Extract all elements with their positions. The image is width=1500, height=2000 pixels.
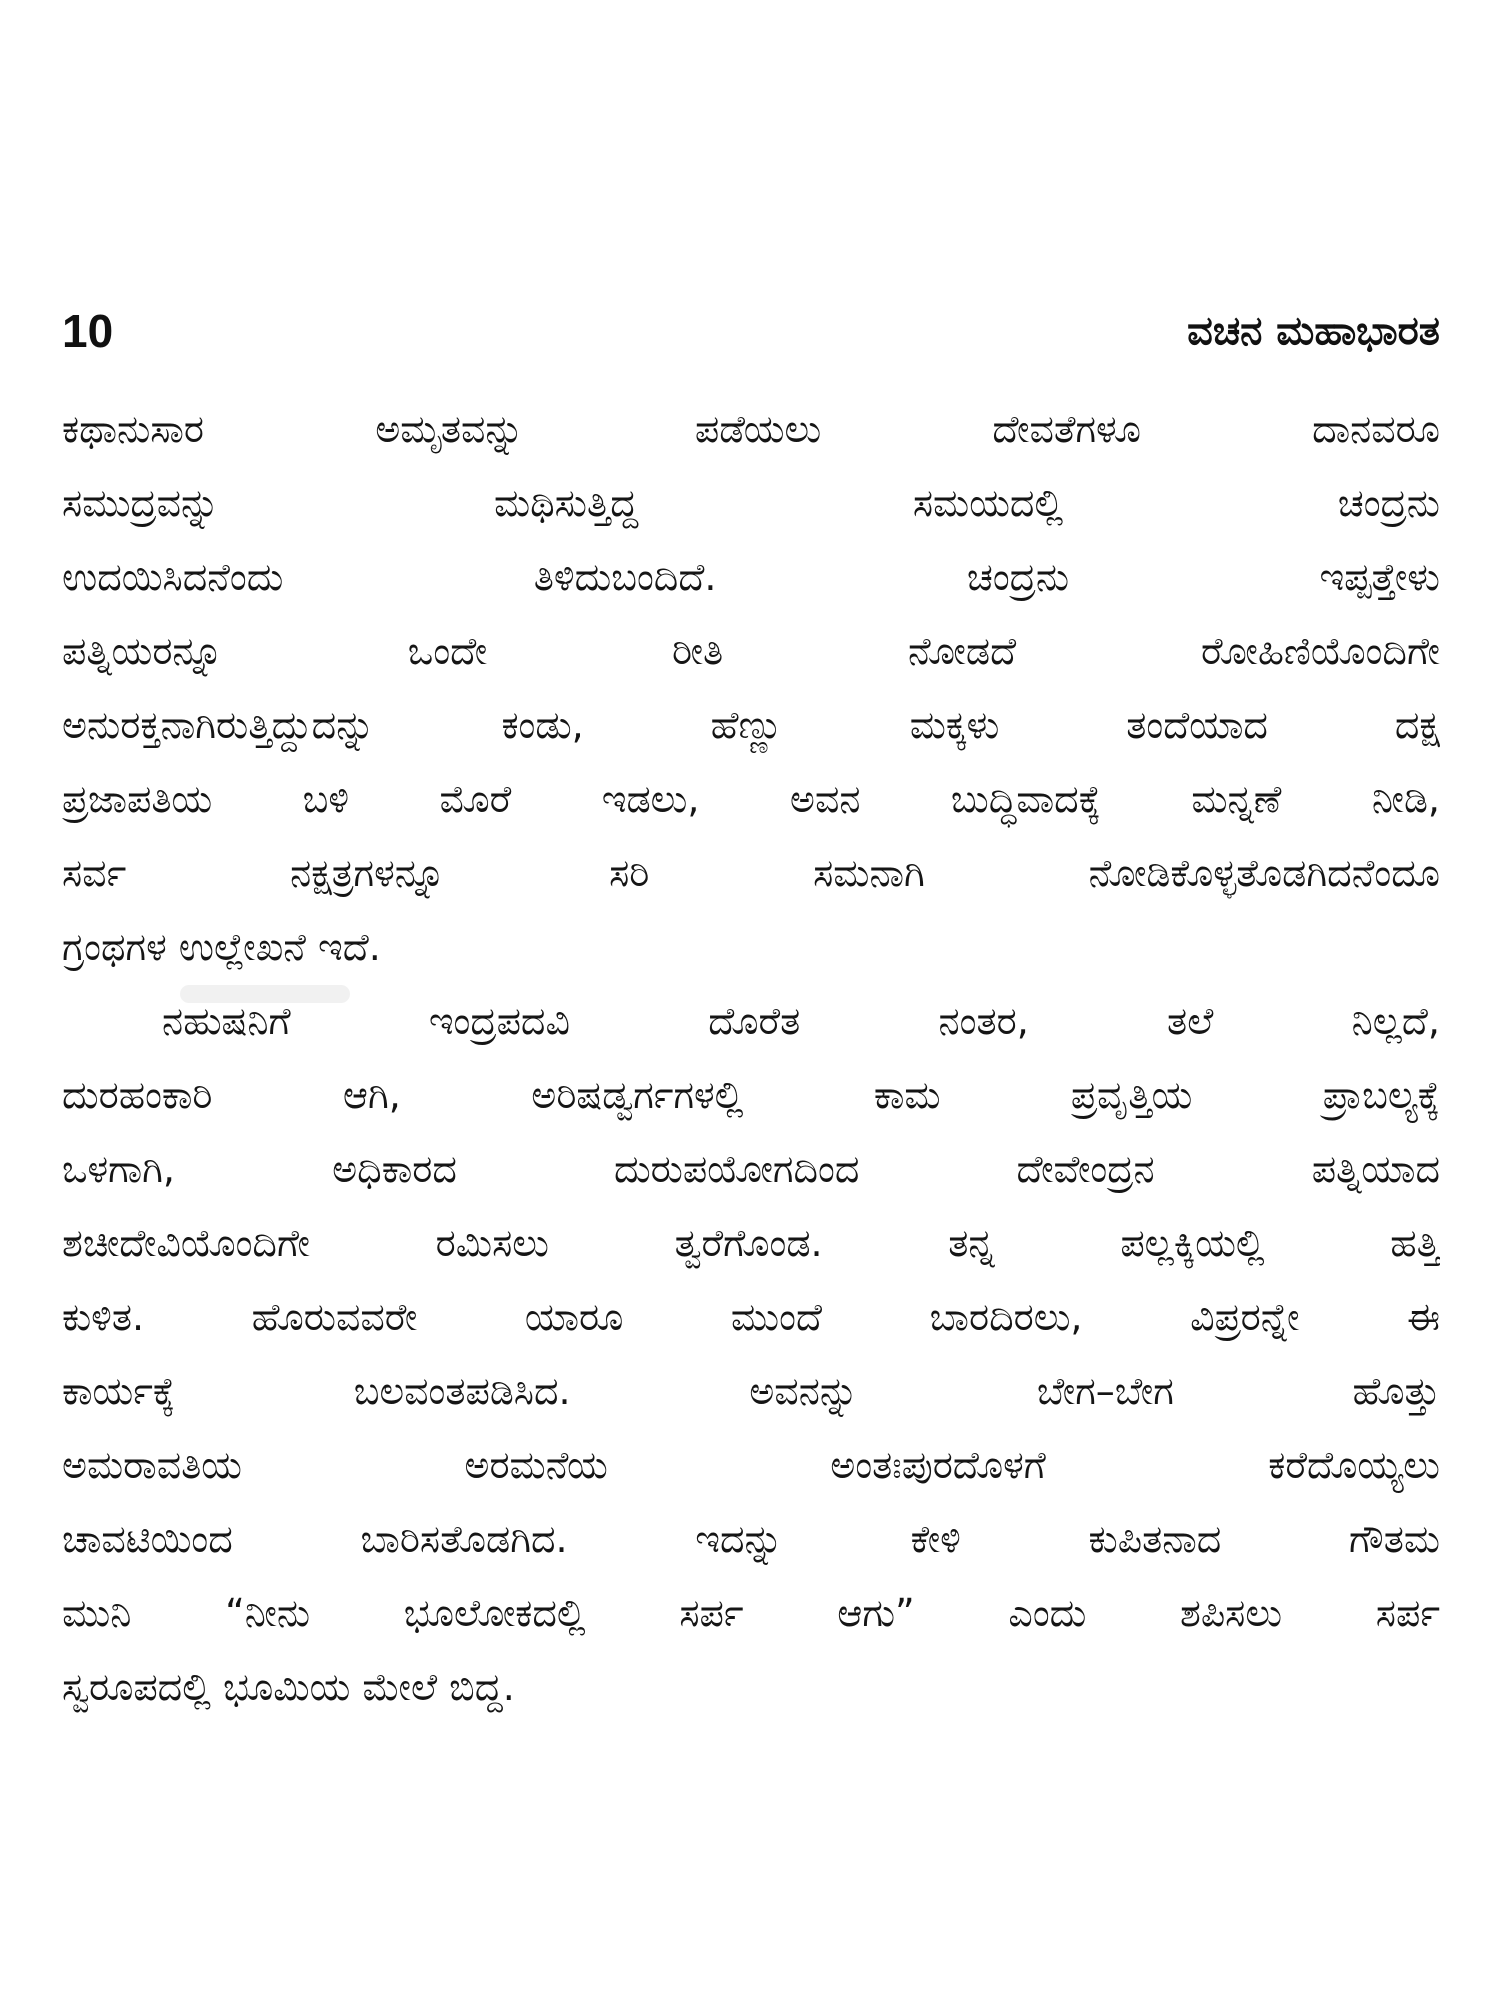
text-line: ನಹುಷನಿಗೆ ಇಂದ್ರಪದವಿ ದೊರೆತ ನಂತರ, ತಲೆ ನಿಲ್ಲದೆ, <box>162 999 1440 1043</box>
body-text <box>62 392 1440 1724</box>
text-line: ಕಾರ್ಯಕ್ಕೆ ಬಲವಂತಪಡಿಸಿದ. ಅವನನ್ನು ಬೇಗ–ಬೇಗ ಹೊತ್ತು <box>62 1369 1440 1413</box>
paragraph-2 <box>62 984 1440 1724</box>
text-line: ಉದಯಿಸಿದನೆಂದು ತಿಳಿದುಬಂದಿದೆ. ಚಂದ್ರನು ಇಪ್ಪತ್ತೇಳು <box>62 555 1440 599</box>
text-line: ಮುನಿ “ನೀನು ಭೂಲೋಕದಲ್ಲಿ ಸರ್ಪ ಆಗು” ಎಂದು ಶಪಿಸಲು ಸರ್ಪ <box>62 1591 1440 1635</box>
page-header <box>62 300 1440 362</box>
text-line: ಪ್ರಜಾಪತಿಯ ಬಳಿ ಮೊರೆ ಇಡಲು, ಅವನ ಬುದ್ಧಿವಾದಕ್ಕೆ ಮನ್ನಣೆ ನೀಡಿ, <box>62 777 1440 821</box>
text-line: ಅನುರಕ್ತನಾಗಿರುತ್ತಿದ್ದುದನ್ನು ಕಂಡು, ಹೆಣ್ಣು ಮಕ್ಕಳು ತಂದೆಯಾದ ದಕ್ಷ <box>62 703 1440 747</box>
text-line: ಸ್ವರೂಪದಲ್ಲಿ ಭೂಮಿಯ ಮೇಲೆ ಬಿದ್ದ. <box>62 1665 515 1709</box>
text-line: ಸಮುದ್ರವನ್ನು ಮಥಿಸುತ್ತಿದ್ದ ಸಮಯದಲ್ಲಿ ಚಂದ್ರನು <box>62 481 1440 525</box>
page-number: 10 <box>62 305 114 357</box>
text-line: ಕುಳಿತ. ಹೊರುವವರೇ ಯಾರೂ ಮುಂದೆ ಬಾರದಿರಲು, ವಿಪ್ರರನ್ನೇ ಈ <box>62 1295 1440 1339</box>
text-line: ಶಚೀದೇವಿಯೊಂದಿಗೇ ರಮಿಸಲು ತ್ವರೆಗೊಂಡ. ತನ್ನ ಪಲ್ಲಕ್ಕಿಯಲ್ಲಿ ಹತ್ತಿ <box>62 1221 1440 1265</box>
paragraph-1 <box>62 392 1440 984</box>
text-line: ಅಮರಾವತಿಯ ಅರಮನೆಯ ಅಂತಃಪುರದೊಳಗೆ ಕರೆದೊಯ್ಯಲು <box>62 1443 1440 1487</box>
text-line: ಚಾವಟಿಯಿಂದ ಬಾರಿಸತೊಡಗಿದ. ಇದನ್ನು ಕೇಳಿ ಕುಪಿತನಾದ ಗೌತಮ <box>62 1517 1440 1561</box>
running-title: ವಚನ ಮಹಾಭಾರತ <box>1187 308 1440 354</box>
text-line: ಗ್ರಂಥಗಳ ಉಲ್ಲೇಖನೆ ಇದೆ. <box>62 925 381 969</box>
text-line: ಸರ್ವ ನಕ್ಷತ್ರಗಳನ್ನೂ ಸರಿ ಸಮನಾಗಿ ನೋಡಿಕೊಳ್ಳತೊಡಗಿದನೆಂದೂ <box>62 851 1440 895</box>
text-line: ದುರಹಂಕಾರಿ ಆಗಿ, ಅರಿಷಡ್ವರ್ಗಗಳಲ್ಲಿ ಕಾಮ ಪ್ರವೃತ್ತಿಯ ಪ್ರಾಬಲ್ಯಕ್ಕೆ <box>62 1073 1440 1117</box>
text-line: ಪತ್ನಿಯರನ್ನೂ ಒಂದೇ ರೀತಿ ನೋಡದೆ ರೋಹಿಣಿಯೊಂದಿಗೇ <box>62 629 1440 673</box>
text-line: ಕಥಾನುಸಾರ ಅಮೃತವನ್ನು ಪಡೆಯಲು ದೇವತೆಗಳೂ ದಾನವರೂ <box>62 407 1440 451</box>
text-line: ಒಳಗಾಗಿ, ಅಧಿಕಾರದ ದುರುಪಯೋಗದಿಂದ ದೇವೇಂದ್ರನ ಪತ್ನಿಯಾದ <box>62 1147 1440 1191</box>
